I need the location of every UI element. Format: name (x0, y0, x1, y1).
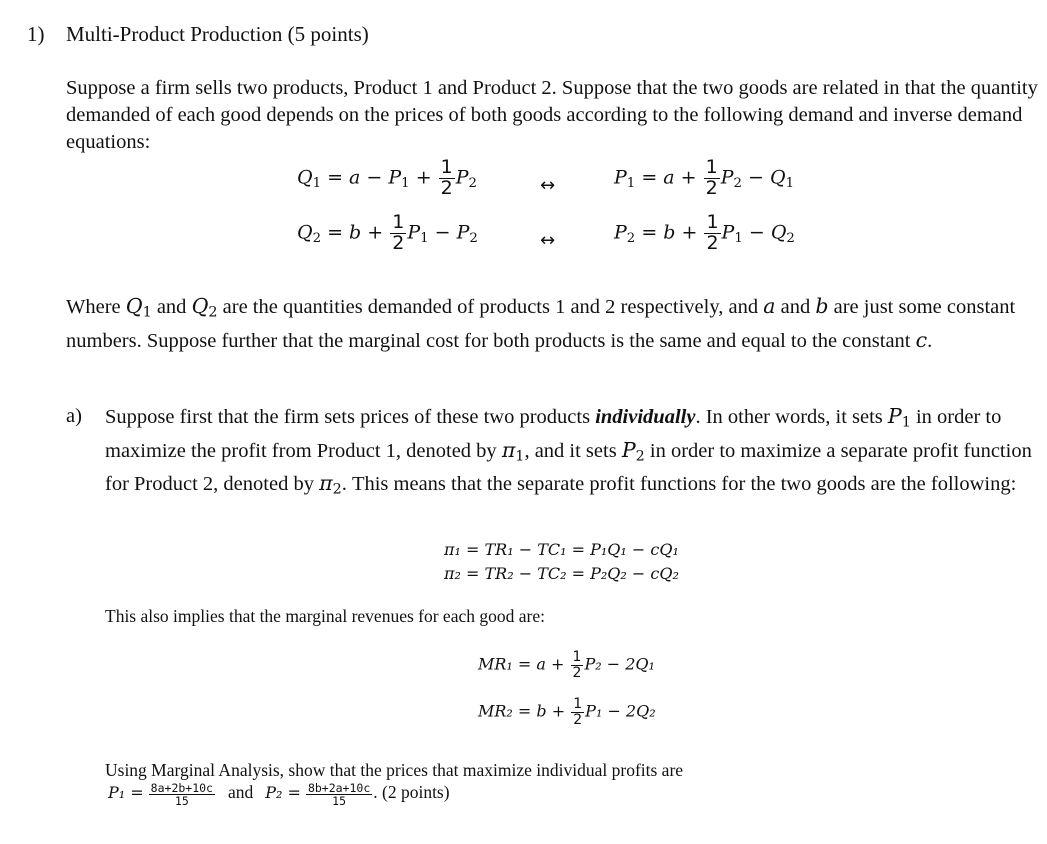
question-title: Multi-Product Production (5 points) (66, 22, 369, 46)
p2-label: P₂ = (265, 783, 301, 803)
p1-label: P₁ = (108, 783, 144, 803)
fraction-half: $\frac{1}{2}$ (573, 696, 583, 728)
profit-eq-2: π₂ = TR₂ − TC₂ = P₂Q₂ − cQ₂ (444, 564, 679, 583)
equivalence-arrow-2: ↔ (540, 230, 556, 251)
part-a-paragraph: Suppose first that the firm sets prices of these two products individually. In other words, it sets $P_1$ in order to maximize the profit from Product 1, denoted by $\pi_1$, and it sets $P_2$ in order to maximize a separate profit function for Product 2, denoted by $\pi_2$. This means that the separate profit functions for the two goods are the following: (105, 404, 1032, 498)
mr-intro-text: This also implies that the marginal revenues for each good are: (105, 606, 545, 626)
mr-eq-1: MR₁ = a + $\frac{1}{2}$ P₂ − 2Q₁ (478, 649, 655, 681)
emphasis-individually: individually (595, 406, 696, 428)
where-paragraph: Where $Q_1$ and $Q_2$ are the quantities demanded of products 1 and 2 respectively, and a and b are just some constant numbers. Suppose further that the marginal cost for both products is the same and equal to the constant c. (66, 294, 1016, 352)
p1-fraction: $\frac{8a+2b+10c}{15}$ (150, 781, 213, 809)
inverse-demand-eq-1: $P_1 = a$ + $\frac{1}{2}$ $P_2 - Q_1$ (614, 156, 795, 199)
fraction-half: $\frac{1}{2}$ (705, 156, 718, 199)
inverse-demand-eq-2: $P_2 = b$ + $\frac{1}{2}$ $P_1 - Q_2$ (614, 211, 795, 254)
demand-eq-1: $Q_1 = a - P_1$ + $\frac{1}{2}$ $P_2$ (297, 156, 478, 199)
part-a-label: a) (66, 405, 82, 427)
equivalence-arrow-1: ↔ (540, 175, 556, 196)
profit-eq-1: π₁ = TR₁ − TC₁ = P₁Q₁ − cQ₁ (444, 540, 679, 559)
points-text: . (2 points) (373, 782, 450, 803)
answer-line (108, 782, 450, 807)
question-number: 1) (27, 22, 45, 46)
fraction-half: $\frac{1}{2}$ (706, 211, 719, 254)
p2-fraction: $\frac{8b+2a+10c}{15}$ (307, 781, 371, 809)
fraction-half: $\frac{1}{2}$ (440, 156, 453, 199)
demand-eq-2: $Q_2 = b$ + $\frac{1}{2}$ $P_1 - P_2$ (297, 211, 478, 254)
show-instruction: Using Marginal Analysis, show that the prices that maximize individual profits are (105, 760, 684, 780)
mr-eq-2: MR₂ = b + $\frac{1}{2}$ P₁ − 2Q₂ (478, 696, 656, 728)
fraction-half: $\frac{1}{2}$ (572, 649, 582, 681)
and-text: and (227, 782, 254, 803)
intro-paragraph: Suppose a firm sells two products, Product 1 and Product 2. Suppose that the two goods are related in that the quantity demanded of each good depends on the prices of both goods according to the following demand and inverse demand equations: (66, 77, 1038, 153)
fraction-half: $\frac{1}{2}$ (392, 211, 405, 254)
